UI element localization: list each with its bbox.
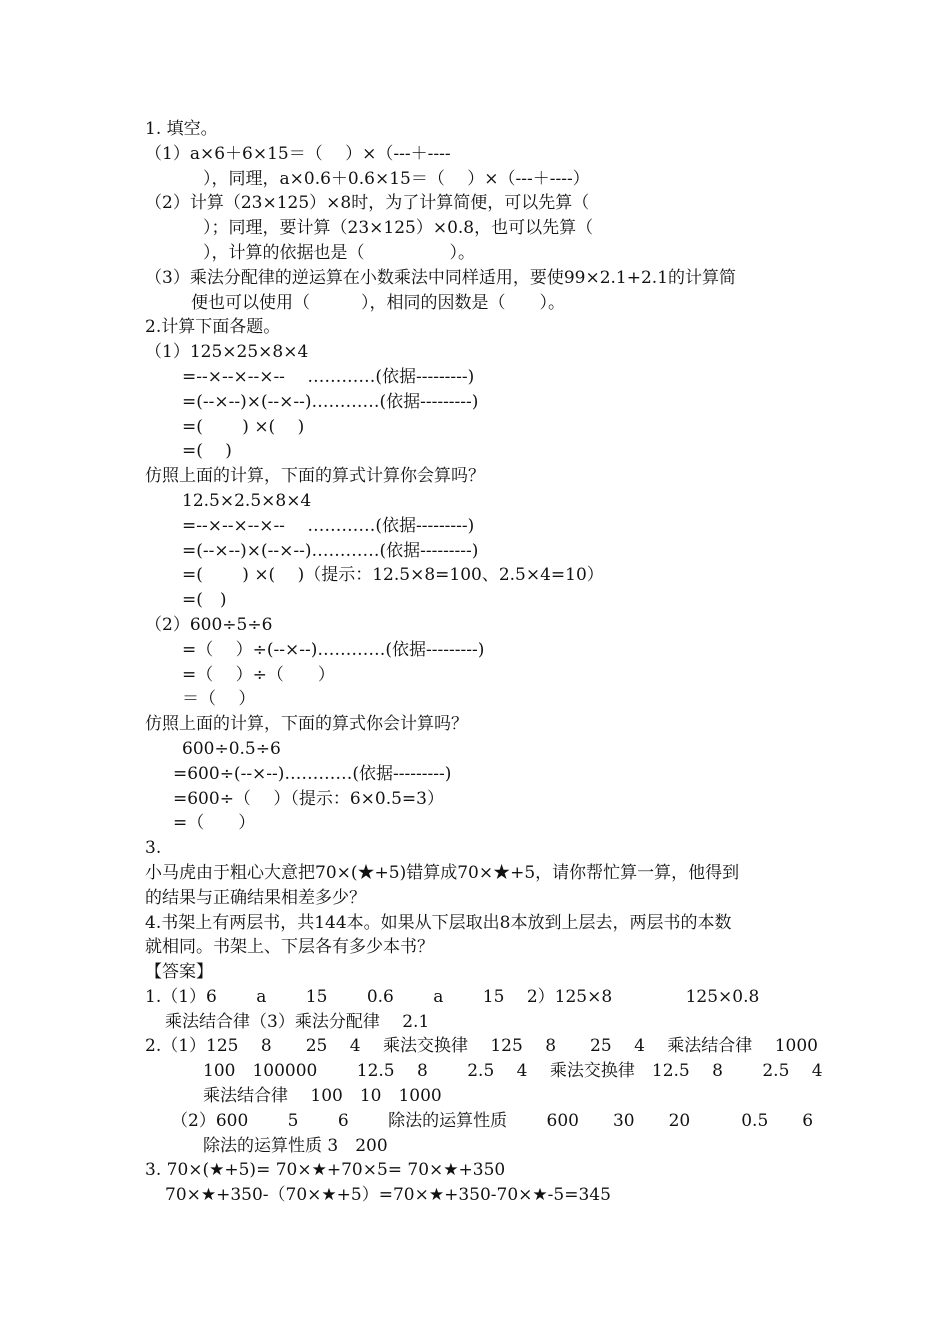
question-1-1-line-2: ），同理，a×0.6＋0.6×15＝（ ）×（---＋----） — [203, 168, 590, 189]
step-line: =--×--×--×-- …………(依据---------) — [182, 366, 475, 387]
question-1-2-line-3: ），计算的依据也是（ ）。 — [203, 242, 475, 263]
question-2-heading: 2.计算下面各题。 — [145, 317, 281, 338]
question-2-2-expression: （2）600÷5÷6 — [145, 614, 273, 635]
question-1-3-line-2: 便也可以使用（ ），相同的因数是（ ）。 — [191, 292, 565, 313]
answer-2-line-5: 除法的运算性质 3 200 — [203, 1135, 388, 1156]
question-1-1-line-1: （1）a×6＋6×15＝（ ）×（---＋---- — [145, 143, 451, 164]
answer-2-line-1: 2.（1）125 8 25 4 乘法交换律 125 8 25 4 乘法结合律 1000 — [145, 1036, 818, 1057]
question-1-2-line-1: （2）计算（23×125）×8时，为了计算简便，可以先算（ — [145, 193, 590, 214]
answer-1-line-1: 1.（1）6 a 15 0.6 a 15 2）125×8 125×0.8 — [145, 986, 760, 1007]
practice-expression: 12.5×2.5×8×4 — [182, 490, 312, 511]
step-line: =（ ）÷（ ） — [182, 664, 335, 685]
step-line: =（ ）÷(--×--)…………(依据---------) — [182, 639, 485, 660]
step-line: =(--×--)×(--×--)…………(依据---------) — [182, 391, 479, 412]
step-line: =600÷（ ）（提示：6×0.5=3） — [173, 788, 444, 809]
answer-3-line-2: 70×★+350-（70×★+5）=70×★+350-70×★-5=345 — [165, 1185, 611, 1206]
question-3-heading: 3. — [145, 838, 162, 859]
answer-1-line-2: 乘法结合律（3）乘法分配律 2.1 — [165, 1011, 430, 1032]
step-line: =( ) ×( )（提示：12.5×8=100、2.5×4=10） — [182, 565, 604, 586]
step-line: =( ) ×( ) — [182, 416, 305, 437]
step-line: ＝（ ） — [182, 689, 256, 710]
question-3-text-line-1: 小马虎由于粗心大意把70×(★+5)错算成70×★+5，请你帮忙算一算，他得到 — [145, 862, 740, 883]
instruction-line: 仿照上面的计算，下面的算式计算你会算吗？ — [145, 466, 485, 487]
instruction-line: 仿照上面的计算，下面的算式你会计算吗？ — [145, 714, 468, 735]
step-line: =(--×--)×(--×--)…………(依据---------) — [182, 540, 479, 561]
practice-expression: 600÷0.5÷6 — [182, 738, 281, 759]
step-line: =--×--×--×-- …………(依据---------) — [182, 515, 475, 536]
question-2-1-expression: （1）125×25×8×4 — [145, 342, 309, 363]
step-line: =（ ） — [173, 813, 256, 834]
answer-2-line-3: 乘法结合律 100 10 1000 — [203, 1086, 442, 1107]
step-line: =( ) — [182, 441, 232, 462]
question-1-2-line-2: ）；同理，要计算（23×125）×0.8，也可以先算（ — [203, 218, 594, 239]
question-1-heading: 1. 填空。 — [145, 119, 218, 139]
step-line: =( ) — [182, 590, 227, 611]
question-3-text-line-2: 的结果与正确结果相差多少？ — [145, 887, 366, 908]
answer-2-line-4: （2）600 5 6 除法的运算性质 600 30 20 0.5 6 — [171, 1110, 814, 1131]
question-4-text-line-1: 4.书架上有两层书，共144本。如果从下层取出8本放到上层去，两层书的本数 — [145, 912, 732, 933]
answer-3-line-1: 3. 70×(★+5)= 70×★+70×5= 70×★+350 — [145, 1160, 506, 1181]
answer-heading: 【答案】 — [145, 962, 213, 983]
question-4-text-line-2: 就相同。书架上、下层各有多少本书？ — [145, 937, 434, 958]
step-line: =600÷(--×--)…………(依据---------) — [173, 763, 452, 784]
question-1-3-line-1: （3）乘法分配律的逆运算在小数乘法中同样适用，要使99×2.1+2.1的计算简 — [145, 267, 737, 288]
document-body — [145, 117, 825, 1208]
answer-2-line-2: 100 100000 12.5 8 2.5 4 乘法交换律 12.5 8 2.5 4 — [203, 1061, 823, 1082]
